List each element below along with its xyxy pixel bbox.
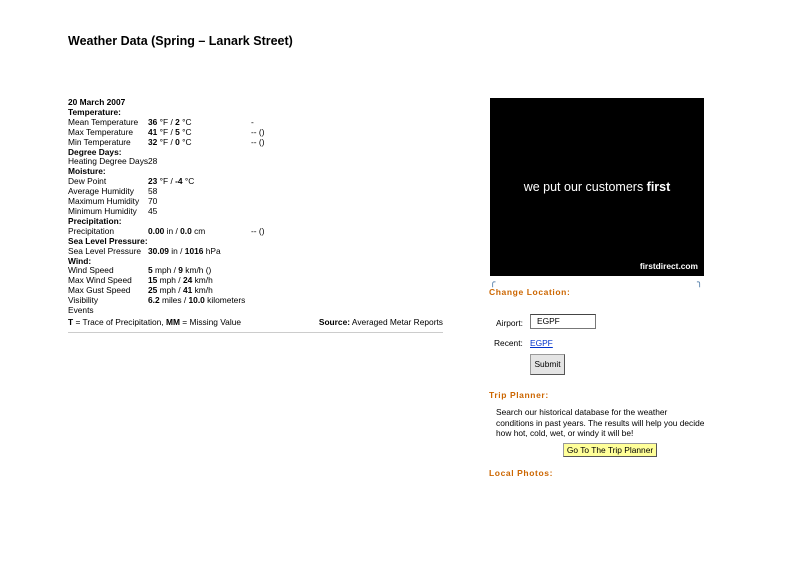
row-label: Maximum Humidity	[68, 196, 140, 207]
moisture-header: Moisture:	[68, 166, 106, 177]
temperature-header: Temperature:	[68, 106, 121, 117]
row-label: Heating Degree Days	[68, 156, 149, 167]
recent-label: Recent:	[494, 338, 523, 348]
max-gust-speed-row	[68, 286, 443, 296]
row-label: Precipitation	[68, 225, 115, 236]
row-label: Dew Point	[68, 176, 107, 187]
row-value: 70	[148, 196, 158, 207]
row-value: 15 mph / 24 km/h	[148, 275, 213, 286]
airport-label: Airport:	[496, 318, 523, 328]
ad-corner-left-icon: ╭	[490, 277, 496, 287]
recent-airport-link[interactable]: EGPF	[530, 338, 553, 348]
submit-button[interactable]: Submit	[530, 354, 565, 375]
row-label: Visibility	[68, 295, 99, 306]
row-value: 32 °F / 0 °C	[148, 136, 192, 147]
row-label: Min Temperature	[68, 136, 131, 147]
sea-level-pressure-row	[68, 247, 443, 257]
local-photos-header: Local Photos:	[489, 468, 553, 478]
row-extra: -	[251, 116, 254, 127]
legend-footer	[68, 317, 443, 333]
page-title: Weather Data (Spring – Lanark Street)	[68, 34, 293, 48]
degree-days-header: Degree Days:	[68, 146, 122, 157]
row-extra: -- ()	[251, 126, 265, 137]
visibility-row	[68, 296, 443, 306]
row-label: Mean Temperature	[68, 116, 139, 127]
row-value: 45	[148, 205, 158, 216]
trip-planner-description: Search our historical database for the weather conditions in past years. The results will help you decide how hot, cold, wet, or windy it will be!	[496, 407, 705, 438]
row-label: Wind Speed	[68, 265, 114, 276]
row-value: 36 °F / 2 °C	[148, 116, 192, 127]
trip-planner-header: Trip Planner:	[489, 390, 549, 400]
row-value: 23 °F / -4 °C	[148, 176, 195, 187]
row-extra: -- ()	[251, 136, 265, 147]
row-value: 25 mph / 41 km/h	[148, 285, 213, 296]
trip-planner-button[interactable]: Go To The Trip Planner	[563, 443, 657, 457]
weather-history-table	[68, 98, 443, 316]
row-value: 41 °F / 5 °C	[148, 126, 192, 137]
row-value: 58	[148, 186, 158, 197]
row-label: Max Temperature	[68, 126, 134, 137]
observation-date: 20 March 2007	[68, 97, 126, 107]
ad-slogan: we put our customers first	[523, 180, 671, 194]
events-row	[68, 306, 443, 316]
row-value: 5 mph / 9 km/h ()	[148, 265, 212, 276]
change-location-header: Change Location:	[489, 287, 571, 297]
heating-degree-days-row	[68, 157, 443, 167]
row-value: 0.00 in / 0.0 cm	[148, 225, 206, 236]
ad-corner-right-icon: ╮	[697, 277, 703, 287]
row-label: Sea Level Pressure	[68, 245, 142, 256]
precipitation-header: Precipitation:	[68, 215, 122, 226]
sea-level-pressure-header: Sea Level Pressure:	[68, 235, 148, 246]
source-text: Source: Averaged Metar Reports	[318, 317, 443, 327]
airport-input[interactable]: EGPF	[530, 314, 596, 329]
row-value: 6.2 miles / 10.0 kilometers	[148, 295, 246, 306]
min-temperature-row	[68, 138, 443, 148]
row-label: Max Wind Speed	[68, 275, 132, 286]
row-extra: -- ()	[251, 225, 265, 236]
row-value: 28	[148, 156, 158, 167]
ad-brand: firstdirect.com	[639, 261, 698, 271]
row-label: Events	[68, 305, 94, 316]
minimum-humidity-row	[68, 207, 443, 217]
row-label: Minimum Humidity	[68, 205, 137, 216]
row-label: Max Gust Speed	[68, 285, 131, 296]
legend-text: T = Trace of Precipitation, MM = Missing Value	[68, 317, 242, 327]
advertisement-banner[interactable]	[490, 98, 704, 276]
row-value: 30.09 in / 1016 hPa	[148, 245, 221, 256]
row-label: Average Humidity	[68, 186, 134, 197]
wind-header: Wind:	[68, 255, 92, 266]
